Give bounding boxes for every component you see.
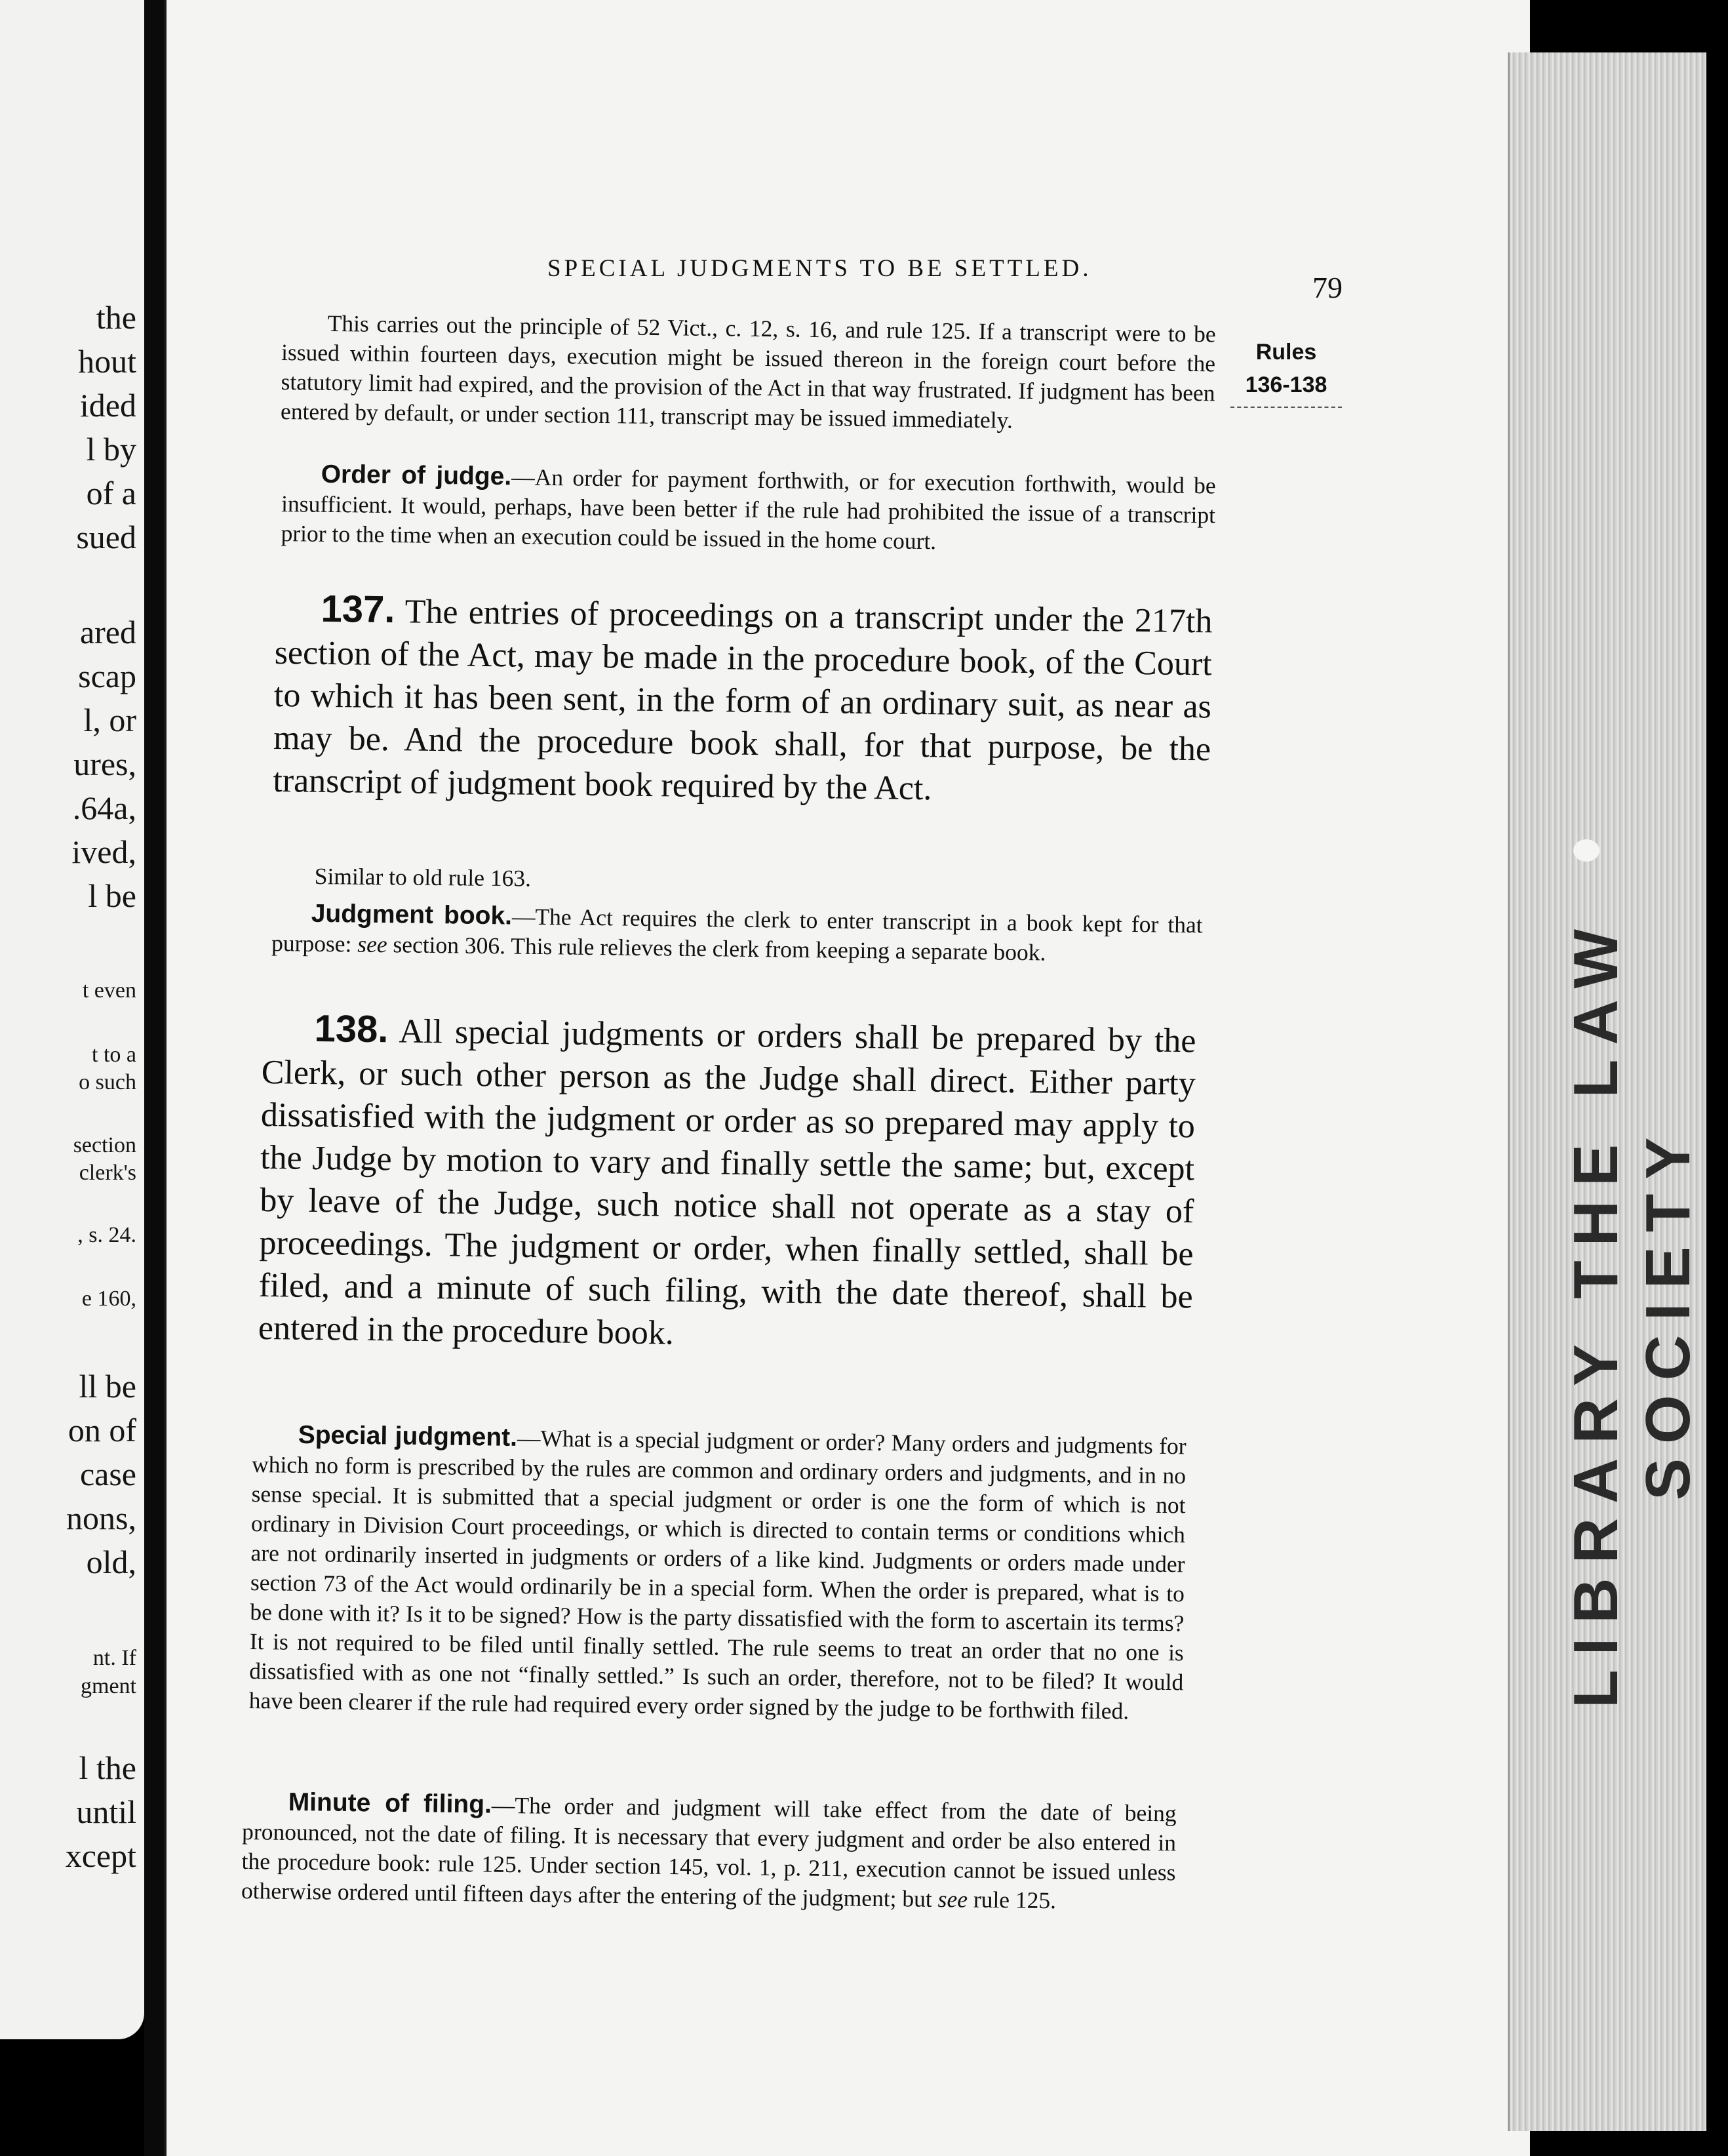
left-fragment: until — [76, 1793, 136, 1830]
note-special-judgment — [248, 1420, 1186, 1727]
left-fragment: the — [96, 299, 136, 336]
running-head: SPECIAL JUDGMENTS TO BE SETTLED. — [547, 255, 1092, 282]
left-fragment: t to a — [92, 1043, 136, 1067]
left-fragment: nons, — [66, 1500, 136, 1536]
rule-text: The entries of proceedings on a transcript under the 217th section of the Act, may be made in the procedure book, of the Court to which it has been sent, in the form of an ordinary suit, as near as may be. And the procedure book shall, for that purpose, be the transcript of judgment book required by the Act. — [273, 593, 1213, 808]
left-fragment: ived, — [71, 833, 136, 870]
note-heading: Order of judge. — [321, 460, 512, 491]
note-see: see — [937, 1885, 968, 1913]
left-fragment: o such — [79, 1070, 136, 1094]
note-body: section 306. This rule relieves the clerk from keeping a separate book. — [387, 931, 1046, 966]
margin-note — [1227, 336, 1345, 408]
left-fragment: l, or — [83, 702, 136, 738]
page-speck — [1573, 839, 1600, 862]
note-order-of-judge — [281, 459, 1216, 559]
rule-137 — [273, 587, 1213, 813]
similar-note: Similar to old rule 163. — [314, 862, 532, 892]
margin-divider — [1230, 407, 1342, 408]
note-heading: Minute of filing. — [288, 1787, 492, 1819]
library-stamp: LIBRARY THE LAW SOCIETY — [1561, 915, 1703, 1708]
left-fragment: , s. 24. — [77, 1223, 136, 1247]
left-fragment: of a — [86, 475, 136, 511]
left-fragment: ared — [79, 614, 136, 650]
note-body: —The order and judgment will take effect from the date of being pronounced, not the date of filing. It is necessary that every judgment and order be also entered in the procedure book: rule 125. Under section 145, vol. 1, p. 211, execution cannot be issued unless otherwise ordered until fifteen days after the entering of the judgment; but — [241, 1791, 1177, 1912]
left-fragment: l be — [88, 877, 136, 914]
left-fragment: nt. If — [92, 1646, 136, 1670]
left-fragment: t even — [82, 978, 136, 1003]
left-fragment: ided — [79, 387, 136, 424]
note-see: see — [357, 930, 387, 958]
note-heading: Judgment book. — [311, 899, 513, 930]
left-fragment: section — [73, 1133, 136, 1157]
rule-number: 138. — [314, 1007, 389, 1051]
left-fragment: .64a, — [72, 789, 136, 826]
left-fragment: e 160, — [81, 1287, 136, 1311]
left-fragment: xcept — [65, 1837, 136, 1874]
left-fragment: l by — [86, 431, 136, 468]
left-fragment: gment — [81, 1674, 136, 1698]
note-principle: This carries out the principle of 52 Vict., c. 12, s. 16, and rule 125. If a transcript were to be issued within fourteen days, execution might be issued thereon in the foreign court before the statutory limit had expired, and the provision of the Act in that way frustrated. If judgment has been entered by default, or under section 111, transcript may be issued immediately. — [280, 309, 1216, 433]
rule-text: All special judgments or orders shall be prepared by the Clerk, or such other person as the Judge shall direct. Either party dissatisfied with the judgment or order as so prepared may apply to the Judge by motion to vary and finally settle the same; but, except by leave of the Judge, such notice shall not operate as a stay of proceedings. The judgment or order, when finally settled, shall be filed, and a minute of such filing, with the date thereof, shall be entered in the procedure book. — [258, 1012, 1196, 1352]
left-fragment: on of — [68, 1412, 136, 1448]
note-body: —The Act requires the clerk to enter transcript in a book kept for that purpose: — [271, 903, 1203, 957]
left-fragment: l the — [79, 1749, 136, 1786]
left-fragment: hout — [78, 343, 136, 380]
margin-note-range: 136-138 — [1245, 372, 1327, 397]
note-body: —An order for payment forthwith, or for execution forthwith, would be insufficient. It would, perhaps, have been better if the rule had prohibited the issue of a transcript prior to the time when an execution could be issued in the home court. — [281, 464, 1216, 555]
left-fragment: sued — [76, 519, 136, 555]
left-fragment: case — [79, 1456, 136, 1492]
left-fragment: ll be — [79, 1368, 136, 1405]
rule-138 — [258, 1007, 1196, 1361]
left-page — [0, 0, 144, 2039]
margin-note-label: Rules — [1255, 340, 1317, 365]
left-fragment: old, — [86, 1544, 136, 1580]
note-body: —What is a special judgment or order? Many orders and judgments for which no form is prescribed by the rules are common and ordinary orders and judgments, and in no sense special. It is submitted that a special judgment or order is one the form of which is not ordinary in Division Court proceedings, or which is directed to contain terms or conditions which are not ordinarily inserted in judgments or orders of a like kind. Judgments or orders made under section 73 of the Act would ordinarily be in a special form. When the order is prepared, what is to be done with it? Is it to be signed? How is the party dissatisfied with the form to ascertain its terms? It is not required to be filed until finally settled. The rule seems to treat an order that no one is dissatisfied with as one not “finally settled.” Is such an order, therefore, not to be filed? It would have been clearer if the rule had required every order signed by the judge to be forthwith filed. — [248, 1424, 1187, 1725]
left-fragment: ures, — [73, 746, 136, 782]
note-heading: Special judgment. — [298, 1420, 518, 1452]
left-fragment: scap — [78, 658, 136, 694]
left-fragment: clerk's — [79, 1161, 136, 1185]
note-judgment-book — [271, 898, 1203, 969]
page-number: 79 — [1312, 271, 1343, 304]
rule-number: 137. — [321, 587, 395, 631]
note-body: rule 125. — [967, 1886, 1057, 1914]
note-minute-of-filing — [241, 1787, 1177, 1917]
